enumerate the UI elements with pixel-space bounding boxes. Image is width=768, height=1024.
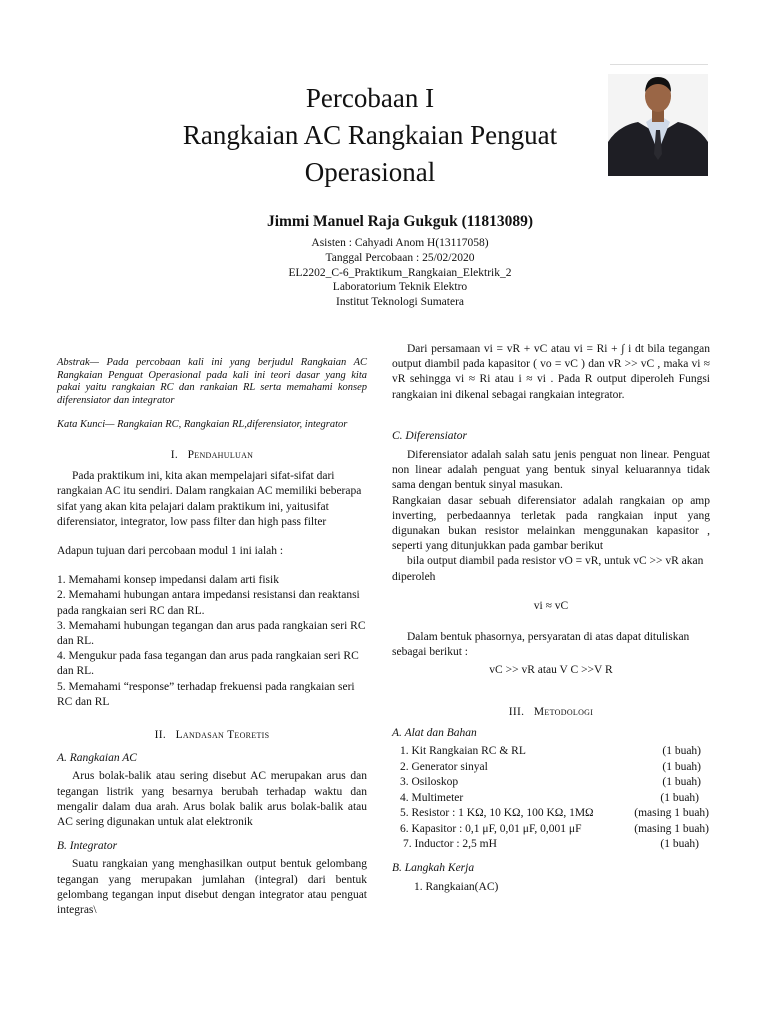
subsection-a3-heading: A. Alat dan Bahan [392, 726, 477, 739]
subsection-b3-heading: B. Langkah Kerja [392, 861, 475, 874]
affiliation-date: Tanggal Percobaan : 25/02/2020 [325, 251, 475, 264]
affiliation-course: EL2202_C-6_Praktikum_Rangkaian_Elektrik_2 [288, 266, 512, 279]
goal-item: 1. Memahami konsep impedansi dalam arti fisik [57, 574, 279, 587]
integrator-paragraph: Dari persamaan vi = vR + vC atau vi = Ri + ∫ i dt bila tegangan output diambil pada kapasitor ( vo = vC ) dan vR >> vC , maka vi ≈ vR sehingga vi ≈ Ri atau i ≈ vi . Pada R output diperoleh Fungsi rangkaian ini dikenal sebagai rangkaian integrator. [392, 343, 710, 401]
tool-name: 7. Inductor : 2,5 mH [403, 838, 497, 851]
phasor-paragraph: Dalam bentuk phasornya, persyaratan di atas dapat dituliskan sebagai berikut : [392, 631, 690, 659]
tool-name: 3. Osiloskop [400, 776, 459, 789]
title-line-1: Percobaan I [305, 83, 435, 113]
step-1: 1. Rangkaian(AC) [414, 880, 499, 893]
left-column [57, 357, 367, 918]
tool-qty: (1 buah) [662, 760, 701, 773]
list-item [400, 760, 709, 776]
tool-qty: (1 buah) [662, 745, 701, 758]
tool-name: 4. Multimeter [400, 791, 464, 804]
subsection-b-heading: B. Integrator [57, 840, 118, 853]
subsection-b-text: Suatu rangkaian yang menghasilkan output bentuk gelombang tegangan yang merupakan jumlahan (integral) dari bentuk gelombang tegangan input disebut dengan integrator atau penguat integras\ [57, 858, 367, 917]
tool-qty: (1 buah) [660, 791, 699, 804]
tool-qty: (masing 1 buah) [634, 807, 709, 820]
list-item [400, 791, 709, 807]
tool-name: 6. Kapasitor : 0,1 μF, 0,01 μF, 0,001 μF [400, 822, 582, 835]
goal-intro: Adapun tujuan dari percobaan modul 1 ini ialah : [57, 544, 284, 557]
intro-paragraph: Pada praktikum ini, kita akan mempelajari sifat-sifat dari rangkaian AC itu sendiri. Dalam rangkaian AC memiliki beberapa sifat yang akan kita pelajari dalam praktikum ini, yaitusifat diferensiator, integrator, low pass filter dan high pass filter [57, 470, 362, 528]
tool-name: 1. Kit Rangkaian RC & RL [400, 745, 526, 758]
paper-title [140, 80, 600, 191]
tool-name: 2. Generator sinyal [400, 760, 488, 773]
tool-qty: (1 buah) [660, 838, 699, 851]
list-item [400, 744, 709, 760]
affiliation-assistant: Asisten : Cahyadi Anom H(13117058) [311, 237, 489, 249]
goal-item: 4. Mengukur pada fasa tegangan dan arus pada rangkaian seri RC dan RL. [57, 650, 359, 678]
author-name: Jimmi Manuel Raja Gukguk (11813089) [266, 213, 534, 230]
author-photo [608, 74, 708, 176]
tool-name: 5. Resistor : 1 KΩ, 10 KΩ, 100 KΩ, 1MΩ [400, 807, 594, 820]
section-1-title: Pendahuluan [187, 448, 254, 461]
subsection-c-heading: C. Diferensiator [392, 429, 467, 442]
goal-item: 2. Memahami hubungan antara impedansi resistansi dan reaktansi pada rangkaian seri RC dan RL. [57, 589, 360, 617]
goal-list [57, 573, 367, 710]
section-1-number: I. [170, 448, 179, 461]
photo-divider [610, 64, 708, 65]
list-item [400, 837, 709, 853]
section-2-number: II. [154, 729, 167, 742]
diferensiator-para-3: bila output diambil pada resistor vO = vR, untuk vC >> vR akan diperoleh [392, 555, 704, 583]
abstract: Abstrak— Pada percobaan kali ini yang berjudul Rangkaian AC Rangkaian Penguat Operasional pada kali ini teori dasar yang kita pakai yaitu rangkaian RC dan rankaian RL serta memahami konsep diferensiator dan integrator [57, 357, 367, 406]
subsection-a-text: Arus bolak-balik atau sering disebut AC merupakan arus dan tegangan listrik yang besarnya berubah terhadap waktu dan mengalir dalam dua arah. Arus bolak balik arus bolak-balik atau AC sering digunakan untuk alat elektronik [57, 770, 367, 829]
affiliation-block [130, 236, 670, 310]
diferensiator-para-1: Diferensiator adalah salah satu jenis penguat non linear. Penguat non linear adalah penguat yang bentuk sinyal keluarannya tidak sama dengan bentuk sinyal masukan. [392, 449, 710, 492]
right-column [392, 342, 710, 895]
keywords: Kata Kunci— Rangkaian RC, Rangkaian RL,diferensiator, integrator [57, 419, 348, 431]
tool-qty: (masing 1 buah) [634, 822, 709, 835]
tools-list [392, 744, 710, 853]
section-3-title: Metodologi [533, 705, 594, 718]
section-3-number: III. [508, 705, 525, 718]
section-2-heading [57, 728, 367, 743]
title-line-3: Operasional [304, 157, 436, 187]
diferensiator-para-2: Rangkaian dasar sebuah diferensiator adalah rangkaian op amp inverting, perbedaannya terletak pada rangkaian input yang digunakan bukan resistor melainkan menggunakan kapasitor , seperti yang ditunjukkan pada gambar berikut [392, 494, 710, 553]
affiliation-institute: Institut Teknologi Sumatera [335, 296, 465, 309]
goal-item: 5. Memahami “response” terhadap frekuensi pada rangkaian seri RC dan RL [57, 680, 355, 708]
list-item [400, 775, 709, 791]
equation-2: vC >> vR atau V C >>V R [489, 664, 613, 677]
section-1-heading [57, 448, 367, 463]
affiliation-lab: Laboratorium Teknik Elektro [332, 281, 468, 294]
equation-1: vi ≈ vC [533, 599, 569, 612]
list-item [400, 822, 709, 838]
tool-qty: (1 buah) [662, 776, 701, 789]
goal-item: 3. Memahami hubungan tegangan dan arus pada rangkaian seri RC dan RL. [57, 619, 366, 647]
list-item [400, 806, 709, 822]
section-2-title: Landasan Teoretis [175, 729, 270, 742]
section-3-heading [392, 705, 710, 720]
title-line-2: Rangkaian AC Rangkaian Penguat [182, 120, 558, 150]
subsection-a-heading: A. Rangkaian AC [57, 752, 137, 765]
